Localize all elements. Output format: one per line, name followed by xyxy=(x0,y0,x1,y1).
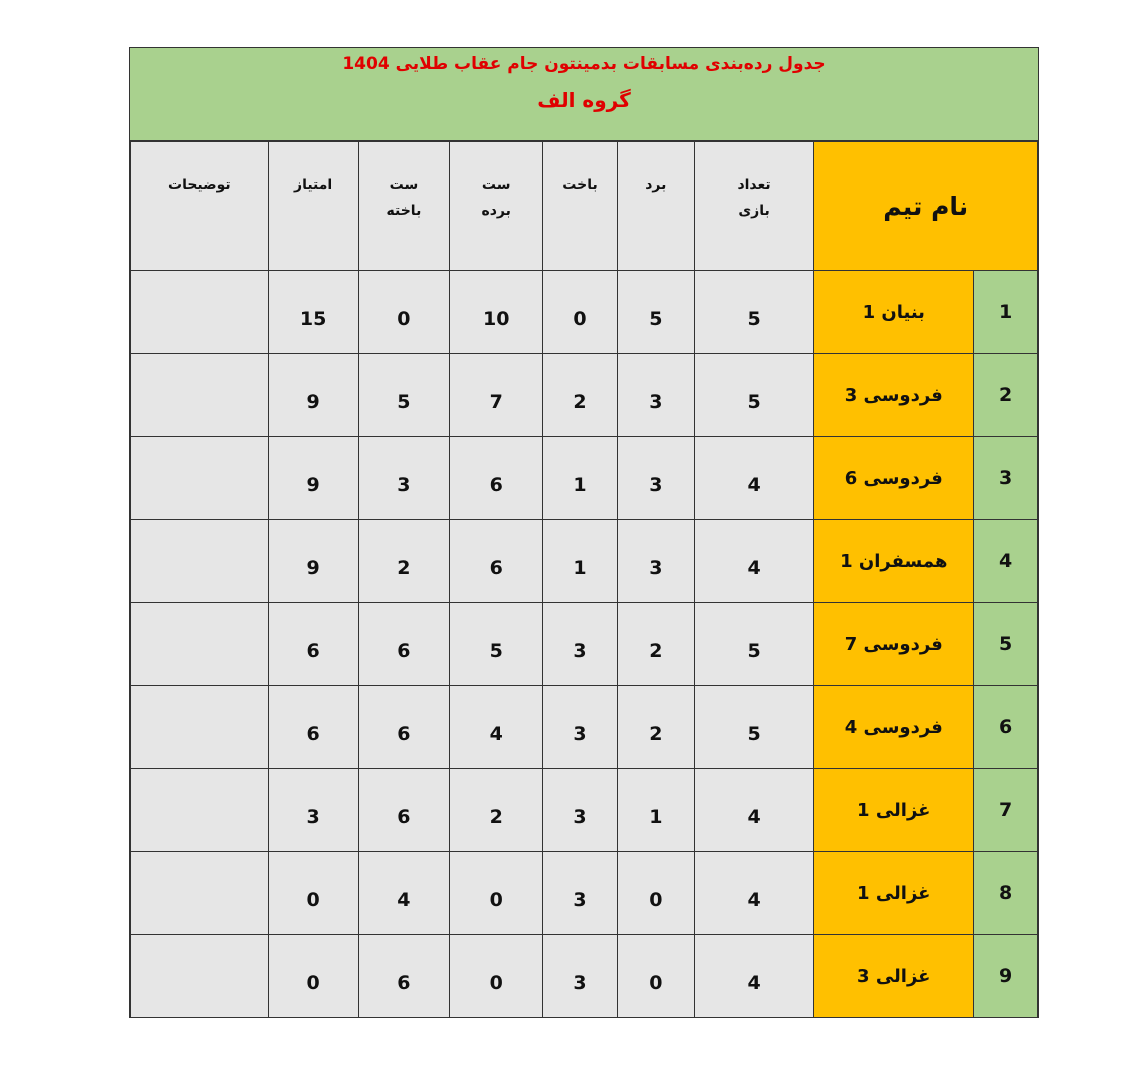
rank-value: 3 xyxy=(998,467,1013,489)
rank-cell xyxy=(974,769,1038,852)
points-value: 15 xyxy=(299,308,327,330)
rank-value: 7 xyxy=(998,799,1013,821)
wins-value: 1 xyxy=(649,806,663,828)
points-cell xyxy=(268,935,358,1018)
sets-lost-cell xyxy=(358,935,450,1018)
games-cell xyxy=(694,437,814,520)
header-notes: توضیحات xyxy=(131,142,269,271)
notes-cell xyxy=(131,686,269,769)
games-cell xyxy=(694,852,814,935)
table-row xyxy=(131,769,1038,852)
wins-value: 3 xyxy=(649,474,663,496)
rank-value: 5 xyxy=(998,633,1013,655)
wins-value: 2 xyxy=(649,640,663,662)
sets-lost-value: 6 xyxy=(397,972,411,994)
rank-value: 4 xyxy=(998,550,1013,572)
sets-lost-cell xyxy=(358,686,450,769)
losses-cell xyxy=(543,686,618,769)
table-row xyxy=(131,852,1038,935)
rank-cell xyxy=(974,354,1038,437)
team-value: فردوسی 7 xyxy=(844,633,943,655)
sets-lost-cell xyxy=(358,354,450,437)
header-row xyxy=(131,142,1038,271)
sets-lost-cell xyxy=(358,437,450,520)
games-cell xyxy=(694,769,814,852)
losses-cell xyxy=(543,603,618,686)
losses-cell xyxy=(543,354,618,437)
rank-value: 6 xyxy=(998,716,1013,738)
team-value: فردوسی 4 xyxy=(844,716,943,738)
losses-cell xyxy=(543,769,618,852)
team-name-cell xyxy=(814,271,974,354)
points-value: 0 xyxy=(306,972,320,994)
sets-won-cell xyxy=(450,852,543,935)
group-title: گروه الف xyxy=(537,88,631,112)
games-value: 4 xyxy=(747,474,761,496)
sets-won-cell xyxy=(450,769,543,852)
team-name-cell xyxy=(814,437,974,520)
team-value: فردوسی 3 xyxy=(844,384,943,406)
table-title: جدول رده‌بندی مسابقات بدمینتون جام عقاب طلایی 1404 xyxy=(342,54,826,74)
rank-value: 1 xyxy=(998,301,1013,323)
team-value: غزالی 3 xyxy=(857,965,931,987)
wins-value: 3 xyxy=(649,557,663,579)
games-cell xyxy=(694,271,814,354)
sets-won-cell xyxy=(450,520,543,603)
notes-cell xyxy=(131,520,269,603)
team-name-cell xyxy=(814,603,974,686)
points-value: 9 xyxy=(306,557,320,579)
notes-cell xyxy=(131,935,269,1018)
sets-lost-value: 2 xyxy=(397,557,411,579)
points-cell xyxy=(268,437,358,520)
team-name-cell xyxy=(814,686,974,769)
header-wins: برد xyxy=(617,142,694,271)
sets-lost-cell xyxy=(358,520,450,603)
losses-value: 3 xyxy=(573,972,587,994)
wins-value: 2 xyxy=(649,723,663,745)
rank-cell xyxy=(974,686,1038,769)
wins-cell xyxy=(617,603,694,686)
sets-won-value: 0 xyxy=(489,972,503,994)
sets-lost-cell xyxy=(358,603,450,686)
team-name-cell xyxy=(814,769,974,852)
games-value: 4 xyxy=(747,889,761,911)
games-value: 5 xyxy=(747,308,761,330)
wins-value: 0 xyxy=(649,889,663,911)
standings-sheet xyxy=(129,47,1039,1018)
table-row xyxy=(131,603,1038,686)
sets-lost-cell xyxy=(358,852,450,935)
header-games: تعداد بازی xyxy=(694,142,814,271)
rank-cell xyxy=(974,271,1038,354)
sets-won-value: 4 xyxy=(489,723,503,745)
points-cell xyxy=(268,520,358,603)
sets-won-value: 7 xyxy=(489,391,503,413)
notes-cell xyxy=(131,437,269,520)
table-row xyxy=(131,354,1038,437)
notes-cell xyxy=(131,769,269,852)
sets-won-value: 0 xyxy=(489,889,503,911)
sets-lost-value: 3 xyxy=(397,474,411,496)
losses-cell xyxy=(543,437,618,520)
points-cell xyxy=(268,603,358,686)
wins-cell xyxy=(617,354,694,437)
table-row xyxy=(131,935,1038,1018)
points-value: 6 xyxy=(306,640,320,662)
notes-cell xyxy=(131,852,269,935)
team-value: غزالی 1 xyxy=(857,882,931,904)
wins-value: 0 xyxy=(649,972,663,994)
sets-won-value: 6 xyxy=(489,474,503,496)
title-band xyxy=(130,48,1038,141)
team-value: همسفران 1 xyxy=(840,550,948,572)
losses-value: 3 xyxy=(573,723,587,745)
table-row xyxy=(131,437,1038,520)
team-value: غزالی 1 xyxy=(857,799,931,821)
points-value: 9 xyxy=(306,474,320,496)
sets-lost-value: 6 xyxy=(397,723,411,745)
team-value: فردوسی 6 xyxy=(844,467,943,489)
games-value: 5 xyxy=(747,723,761,745)
sets-won-cell xyxy=(450,271,543,354)
sets-won-cell xyxy=(450,935,543,1018)
sets-lost-value: 0 xyxy=(397,308,411,330)
rank-cell xyxy=(974,520,1038,603)
games-value: 4 xyxy=(747,557,761,579)
losses-value: 0 xyxy=(573,308,587,330)
losses-cell xyxy=(543,852,618,935)
sets-won-cell xyxy=(450,354,543,437)
wins-value: 3 xyxy=(649,391,663,413)
games-value: 4 xyxy=(747,806,761,828)
notes-cell xyxy=(131,603,269,686)
team-name-cell xyxy=(814,852,974,935)
points-cell xyxy=(268,354,358,437)
header-sets-won: ست برده xyxy=(450,142,543,271)
wins-cell xyxy=(617,437,694,520)
table-row xyxy=(131,520,1038,603)
games-cell xyxy=(694,520,814,603)
table-row xyxy=(131,271,1038,354)
header-team-name: نام تیم xyxy=(814,142,1038,271)
rank-value: 2 xyxy=(998,384,1013,406)
header-sets-lost: ست باخته xyxy=(358,142,450,271)
sets-won-cell xyxy=(450,686,543,769)
points-value: 6 xyxy=(306,723,320,745)
sets-lost-cell xyxy=(358,271,450,354)
sets-lost-value: 4 xyxy=(397,889,411,911)
wins-cell xyxy=(617,852,694,935)
sets-lost-value: 5 xyxy=(397,391,411,413)
losses-value: 3 xyxy=(573,806,587,828)
losses-cell xyxy=(543,271,618,354)
wins-cell xyxy=(617,686,694,769)
rank-value: 9 xyxy=(998,965,1013,987)
rank-value: 8 xyxy=(998,882,1013,904)
wins-value: 5 xyxy=(649,308,663,330)
rank-cell xyxy=(974,437,1038,520)
sets-won-cell xyxy=(450,437,543,520)
wins-cell xyxy=(617,271,694,354)
sets-lost-value: 6 xyxy=(397,640,411,662)
rank-cell xyxy=(974,603,1038,686)
sets-won-value: 10 xyxy=(482,308,510,330)
sets-lost-value: 6 xyxy=(397,806,411,828)
team-name-cell xyxy=(814,354,974,437)
sets-won-value: 6 xyxy=(489,557,503,579)
games-cell xyxy=(694,935,814,1018)
header-losses: باخت xyxy=(543,142,618,271)
games-value: 4 xyxy=(747,972,761,994)
points-value: 9 xyxy=(306,391,320,413)
rank-cell xyxy=(974,935,1038,1018)
losses-value: 1 xyxy=(573,474,587,496)
losses-value: 3 xyxy=(573,889,587,911)
table-row xyxy=(131,686,1038,769)
points-cell xyxy=(268,769,358,852)
standings-table xyxy=(130,141,1038,1018)
losses-value: 1 xyxy=(573,557,587,579)
points-value: 3 xyxy=(306,806,320,828)
wins-cell xyxy=(617,935,694,1018)
sets-won-cell xyxy=(450,603,543,686)
sets-won-value: 5 xyxy=(489,640,503,662)
wins-cell xyxy=(617,769,694,852)
notes-cell xyxy=(131,354,269,437)
sets-won-value: 2 xyxy=(489,806,503,828)
losses-cell xyxy=(543,520,618,603)
games-value: 5 xyxy=(747,391,761,413)
points-cell xyxy=(268,852,358,935)
losses-value: 2 xyxy=(573,391,587,413)
games-cell xyxy=(694,686,814,769)
team-name-cell xyxy=(814,935,974,1018)
games-value: 5 xyxy=(747,640,761,662)
games-cell xyxy=(694,603,814,686)
team-value: بنیان 1 xyxy=(862,301,925,323)
notes-cell xyxy=(131,271,269,354)
rank-cell xyxy=(974,852,1038,935)
header-points: امتیاز xyxy=(268,142,358,271)
points-value: 0 xyxy=(306,889,320,911)
sets-lost-cell xyxy=(358,769,450,852)
points-cell xyxy=(268,271,358,354)
team-name-cell xyxy=(814,520,974,603)
wins-cell xyxy=(617,520,694,603)
losses-cell xyxy=(543,935,618,1018)
points-cell xyxy=(268,686,358,769)
losses-value: 3 xyxy=(573,640,587,662)
games-cell xyxy=(694,354,814,437)
